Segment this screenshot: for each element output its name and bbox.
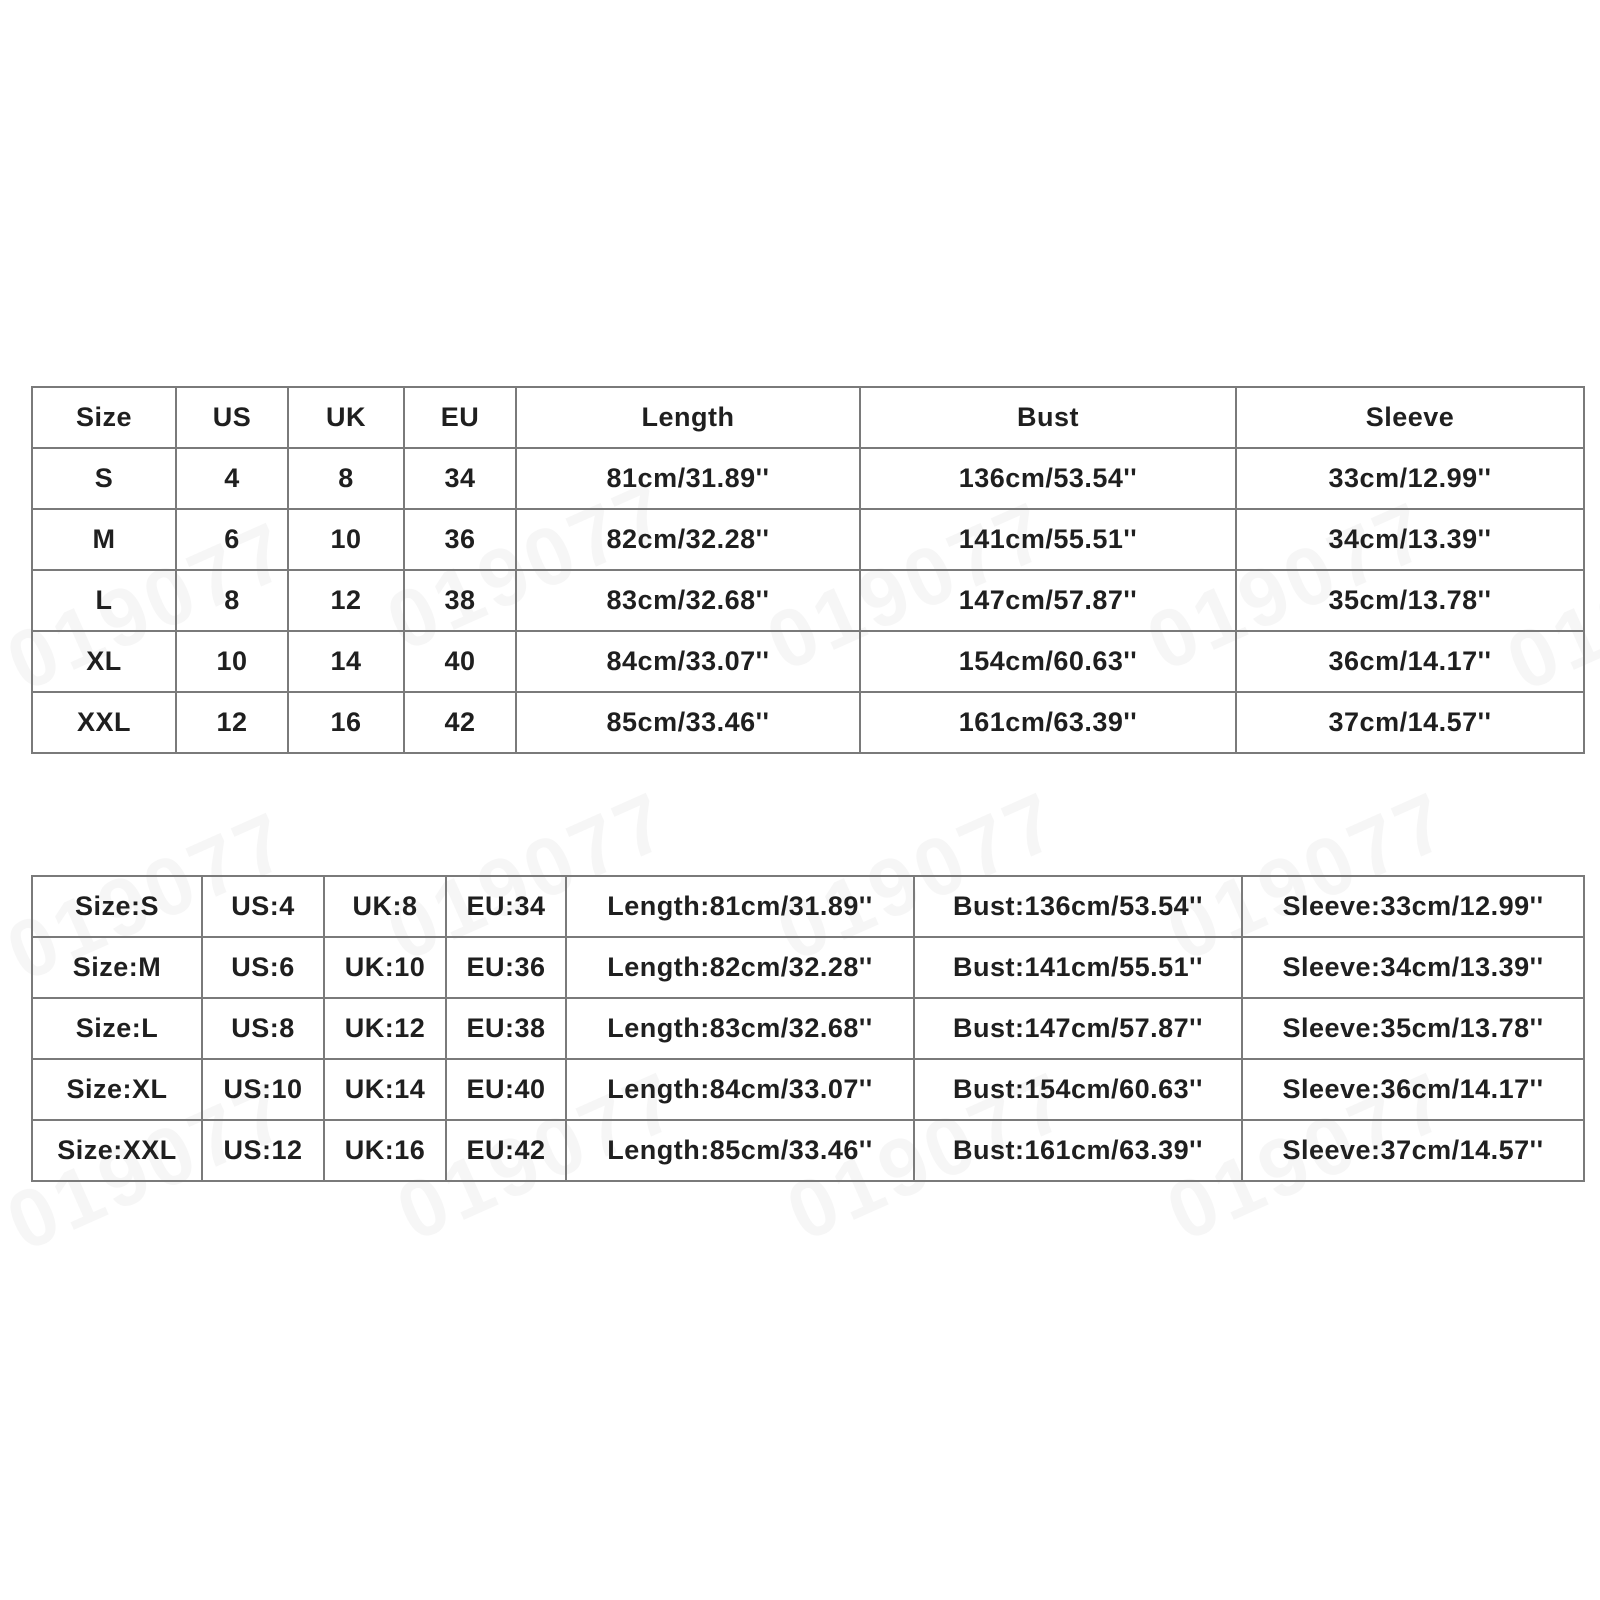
header-length: Length	[516, 387, 860, 448]
cell-us: US:6	[202, 937, 324, 998]
cell-size: Size:XXL	[32, 1120, 202, 1181]
header-size: Size	[32, 387, 176, 448]
cell-sleeve: Sleeve:33cm/12.99''	[1242, 876, 1584, 937]
cell-sleeve: 37cm/14.57''	[1236, 692, 1584, 753]
cell-bust: 154cm/60.63''	[860, 631, 1236, 692]
cell-us: US:10	[202, 1059, 324, 1120]
cell-length: Length:81cm/31.89''	[566, 876, 914, 937]
table-row	[32, 509, 1584, 570]
cell-us: 6	[176, 509, 288, 570]
header-us: US	[176, 387, 288, 448]
cell-length: 81cm/31.89''	[516, 448, 860, 509]
cell-eu: 36	[404, 509, 516, 570]
cell-size: M	[32, 509, 176, 570]
cell-size: Size:S	[32, 876, 202, 937]
cell-length: Length:82cm/32.28''	[566, 937, 914, 998]
cell-length: Length:85cm/33.46''	[566, 1120, 914, 1181]
cell-size: Size:M	[32, 937, 202, 998]
cell-bust: 161cm/63.39''	[860, 692, 1236, 753]
table-row	[32, 631, 1584, 692]
cell-size: XXL	[32, 692, 176, 753]
cell-size: Size:XL	[32, 1059, 202, 1120]
cell-us: US:12	[202, 1120, 324, 1181]
cell-bust: 141cm/55.51''	[860, 509, 1236, 570]
table-row	[32, 1059, 1584, 1120]
cell-eu: EU:34	[446, 876, 566, 937]
table-row	[32, 1120, 1584, 1181]
cell-uk: UK:8	[324, 876, 446, 937]
cell-uk: UK:10	[324, 937, 446, 998]
table-row	[32, 876, 1584, 937]
cell-uk: 8	[288, 448, 404, 509]
cell-uk: UK:12	[324, 998, 446, 1059]
table-row	[32, 937, 1584, 998]
cell-length: Length:84cm/33.07''	[566, 1059, 914, 1120]
cell-sleeve: 34cm/13.39''	[1236, 509, 1584, 570]
cell-eu: EU:36	[446, 937, 566, 998]
cell-bust: Bust:161cm/63.39''	[914, 1120, 1242, 1181]
cell-us: 4	[176, 448, 288, 509]
header-sleeve: Sleeve	[1236, 387, 1584, 448]
cell-us: US:8	[202, 998, 324, 1059]
cell-sleeve: Sleeve:34cm/13.39''	[1242, 937, 1584, 998]
cell-uk: 12	[288, 570, 404, 631]
cell-size: XL	[32, 631, 176, 692]
cell-uk: UK:16	[324, 1120, 446, 1181]
cell-us: 8	[176, 570, 288, 631]
cell-us: 10	[176, 631, 288, 692]
cell-length: Length:83cm/32.68''	[566, 998, 914, 1059]
cell-uk: UK:14	[324, 1059, 446, 1120]
table-header-row	[32, 387, 1584, 448]
cell-uk: 16	[288, 692, 404, 753]
cell-sleeve: 33cm/12.99''	[1236, 448, 1584, 509]
cell-length: 85cm/33.46''	[516, 692, 860, 753]
cell-eu: 34	[404, 448, 516, 509]
cell-sleeve: 36cm/14.17''	[1236, 631, 1584, 692]
cell-sleeve: Sleeve:37cm/14.57''	[1242, 1120, 1584, 1181]
cell-eu: EU:38	[446, 998, 566, 1059]
cell-uk: 14	[288, 631, 404, 692]
cell-eu: 42	[404, 692, 516, 753]
table-row	[32, 692, 1584, 753]
cell-bust: 147cm/57.87''	[860, 570, 1236, 631]
cell-us: US:4	[202, 876, 324, 937]
table-row	[32, 448, 1584, 509]
cell-length: 84cm/33.07''	[516, 631, 860, 692]
cell-us: 12	[176, 692, 288, 753]
cell-bust: Bust:154cm/60.63''	[914, 1059, 1242, 1120]
labeled-size-chart-table	[31, 875, 1585, 1182]
header-bust: Bust	[860, 387, 1236, 448]
cell-size: Size:L	[32, 998, 202, 1059]
header-uk: UK	[288, 387, 404, 448]
cell-eu: EU:40	[446, 1059, 566, 1120]
table-row	[32, 998, 1584, 1059]
table-row	[32, 570, 1584, 631]
cell-sleeve: 35cm/13.78''	[1236, 570, 1584, 631]
cell-bust: Bust:136cm/53.54''	[914, 876, 1242, 937]
cell-length: 82cm/32.28''	[516, 509, 860, 570]
cell-sleeve: Sleeve:36cm/14.17''	[1242, 1059, 1584, 1120]
cell-eu: EU:42	[446, 1120, 566, 1181]
cell-eu: 40	[404, 631, 516, 692]
cell-size: S	[32, 448, 176, 509]
cell-size: L	[32, 570, 176, 631]
cell-uk: 10	[288, 509, 404, 570]
header-eu: EU	[404, 387, 516, 448]
cell-bust: 136cm/53.54''	[860, 448, 1236, 509]
cell-length: 83cm/32.68''	[516, 570, 860, 631]
cell-bust: Bust:147cm/57.87''	[914, 998, 1242, 1059]
cell-eu: 38	[404, 570, 516, 631]
size-chart-table	[31, 386, 1585, 754]
cell-sleeve: Sleeve:35cm/13.78''	[1242, 998, 1584, 1059]
cell-bust: Bust:141cm/55.51''	[914, 937, 1242, 998]
